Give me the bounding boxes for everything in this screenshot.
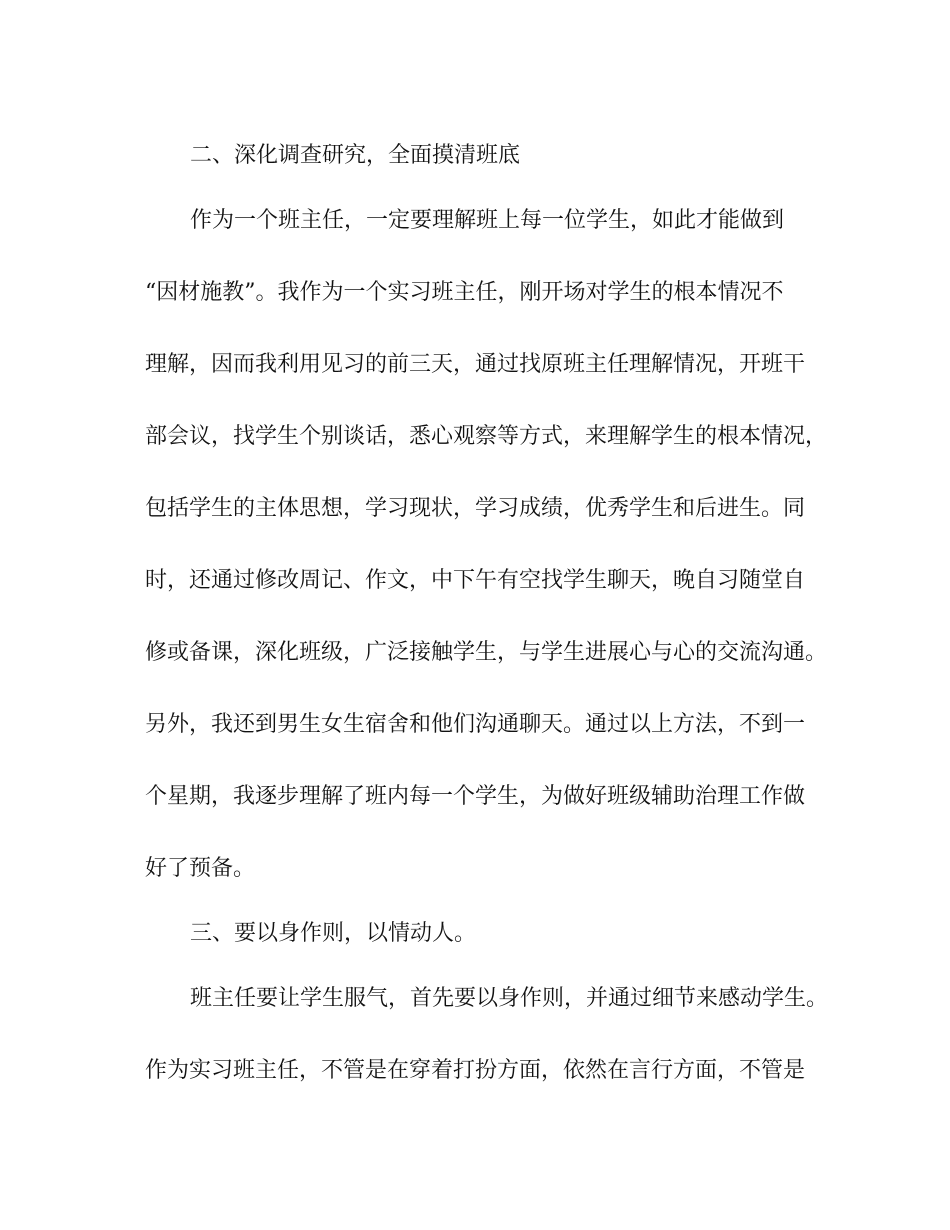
paragraph-2-line-8: 另外，我还到男生女生宿舍和他们沟通聊天。通过以上方法，不到一 [145,712,806,737]
paragraph-2-line-6: 时，还通过修改周记、作文，中下午有空找学生聊天，晚自习随堂自 [145,568,806,593]
paragraph-3-line-2: 作为实习班主任，不管是在穿着打扮方面，依然在言行方面，不管是 [145,1058,806,1083]
paragraph-2-line-1: 作为一个班主任，一定要理解班上每一位学生，如此才能做到 [190,208,785,233]
paragraph-2-line-5: 包括学生的主体思想，学习现状，学习成绩，优秀学生和后进生。同 [145,496,806,521]
paragraph-2-line-4: 部会议，找学生个别谈话，悉心观察等方式，来理解学生的根本情况， [145,424,828,449]
paragraph-2-line-2: “因材施教”。我作为一个实习班主任，刚开场对学生的根本情况不 [145,280,784,305]
paragraph-2-line-9: 个星期，我逐步理解了班内每一个学生，为做好班级辅助治理工作做 [145,784,806,809]
section-heading-3: 三、要以身作则，以情动人。 [190,921,477,946]
paragraph-3-line-1: 班主任要让学生服气，首先要以身作则，并通过细节来感动学生。 [190,986,829,1011]
section-heading-2: 二、深化调查研究，全面摸清班底 [190,143,521,168]
paragraph-2-line-7: 修或备课，深化班级，广泛接触学生，与学生进展心与心的交流沟通。 [145,640,828,665]
paragraph-2-line-3: 理解，因而我利用见习的前三天，通过找原班主任理解情况，开班干 [145,352,806,377]
paragraph-2-line-10: 好了预备。 [145,856,256,881]
